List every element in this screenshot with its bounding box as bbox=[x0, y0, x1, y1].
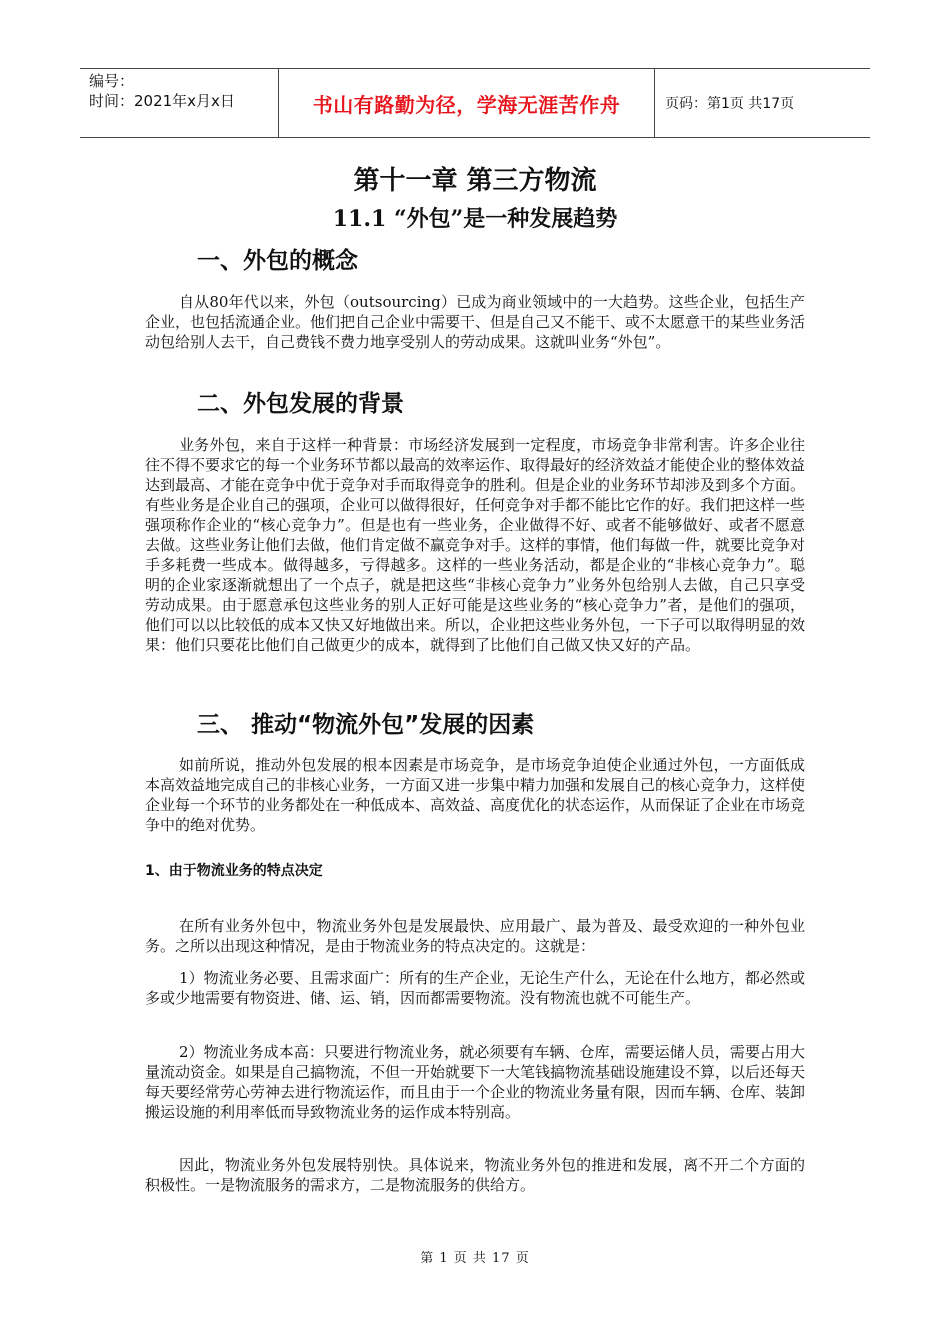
paragraph: 如前所说，推动外包发展的根本因素是市场竞争，是市场竞争迫使企业通过外包，一方面低成本高效益地完成自己的非核心业务，一方面又进一步集中精力加强和发展自己的核心竞争力，这样使企业每一个环节的业务都处在一种低成本、高效益、高度优化的状态运作，从而保证了企业在市场竞争中的绝对优势。 bbox=[145, 756, 806, 834]
page-footer: 第 1 页 共 17 页 bbox=[420, 1251, 530, 1266]
paragraph: 在所有业务外包中，物流业务外包是发展最快、应用最广、最为普及、最受欢迎的一种外包业务。之所以出现这种情况，是由于物流业务的特点决定的。这就是： bbox=[145, 917, 805, 955]
section-title: 11.1 “外包”是一种发展趋势 bbox=[332, 206, 618, 232]
paragraph: 2）物流业务成本高：只要进行物流业务，就必须要有车辆、仓库，需要运储人员，需要占用大量流动资金。如果是自己搞物流，不但一开始就要下一大笔钱搞物流基础设施建设不算，以后还每天每天要经常劳心劳神去进行物流运作，而且由于一个企业的物流业务量有限，因而车辆、仓库、装卸搬运设施的利用率低而导致物流业务的运作成本特别高。 bbox=[145, 1043, 806, 1121]
heading-factors: 三、 推动“物流外包”发展的因素 bbox=[197, 712, 535, 738]
paragraph: 1）物流业务必要、且需求面广：所有的生产企业，无论生产什么，无论在什么地方，都必然或多或少地需要有物资进、储、运、销，因而都需要物流。没有物流也就不可能生产。 bbox=[145, 969, 805, 1007]
document-header bbox=[80, 68, 870, 138]
header-meta bbox=[80, 69, 279, 137]
chapter-title: 第十一章 第三方物流 bbox=[353, 166, 597, 196]
paragraph: 自从80年代以来，外包（outsourcing）已成为商业领域中的一大趋势。这些企业，包括生产企业，也包括流通企业。他们把自己企业中需要干、但是自己又不能干、或不太愿意干的某些业务活动包给别人去干，自己费钱不费力地享受别人的劳动成果。这就叫业务“外包”。 bbox=[145, 293, 806, 351]
paragraph: 因此，物流业务外包发展特别快。具体说来，物流业务外包的推进和发展，离不开二个方面的积极性。一是物流服务的需求方，二是物流服务的供给方。 bbox=[145, 1156, 805, 1194]
time-label: 时间：2021年x月x日 bbox=[89, 92, 235, 110]
heading-background: 二、外包发展的背景 bbox=[197, 391, 404, 417]
header-page-info: 页码：第1页 共17页 bbox=[665, 96, 795, 112]
paragraph: 业务外包，来自于这样一种背景：市场经济发展到一定程度，市场竞争非常利害。许多企业往往不得不要求它的每一个业务环节都以最高的效率运作、取得最好的经济效益才能使企业的整体效益达到最高、才能在竞争中优于竞争对手而取得竞争的胜利。但是企业的业务环节却涉及到多个方面。有些业务是企业自己的强项，企业可以做得很好，任何竞争对手都不能比它作的好。我们把这样一些强项称作企业的“核心竞争力”。但是也有一些业务，企业做得不好、或者不能够做好、或者不愿意去做。这些业务让他们去做，他们肯定做不赢竞争对手。这样的事情，他们每做一件，就要比竞争对手多耗费一些成本。做得越多，亏得越多。这样的一些业务活动，都是企业的“非核心竞争力”。聪明的企业家逐渐就想出了一个点子，就是把这些“非核心竞争力”业务外包给别人去做，自己只享受劳动成果。由于愿意承包这些业务的别人正好可能是这些业务的“核心竞争力”者，是他们的强项，他们可以以比较低的成本又快又好地做出来。所以，企业把这些业务外包，一下子可以取得明显的效果：他们只要花比他们自己做更少的成本，就得到了比他们自己做又快又好的产品。 bbox=[145, 436, 806, 654]
number-label: 编号： bbox=[89, 72, 135, 90]
subsection-heading: 1、由于物流业务的特点决定 bbox=[145, 863, 323, 879]
heading-concept: 一、外包的概念 bbox=[197, 248, 358, 274]
header-motto: 书山有路勤为径，学海无涯苦作舟 bbox=[279, 69, 655, 137]
